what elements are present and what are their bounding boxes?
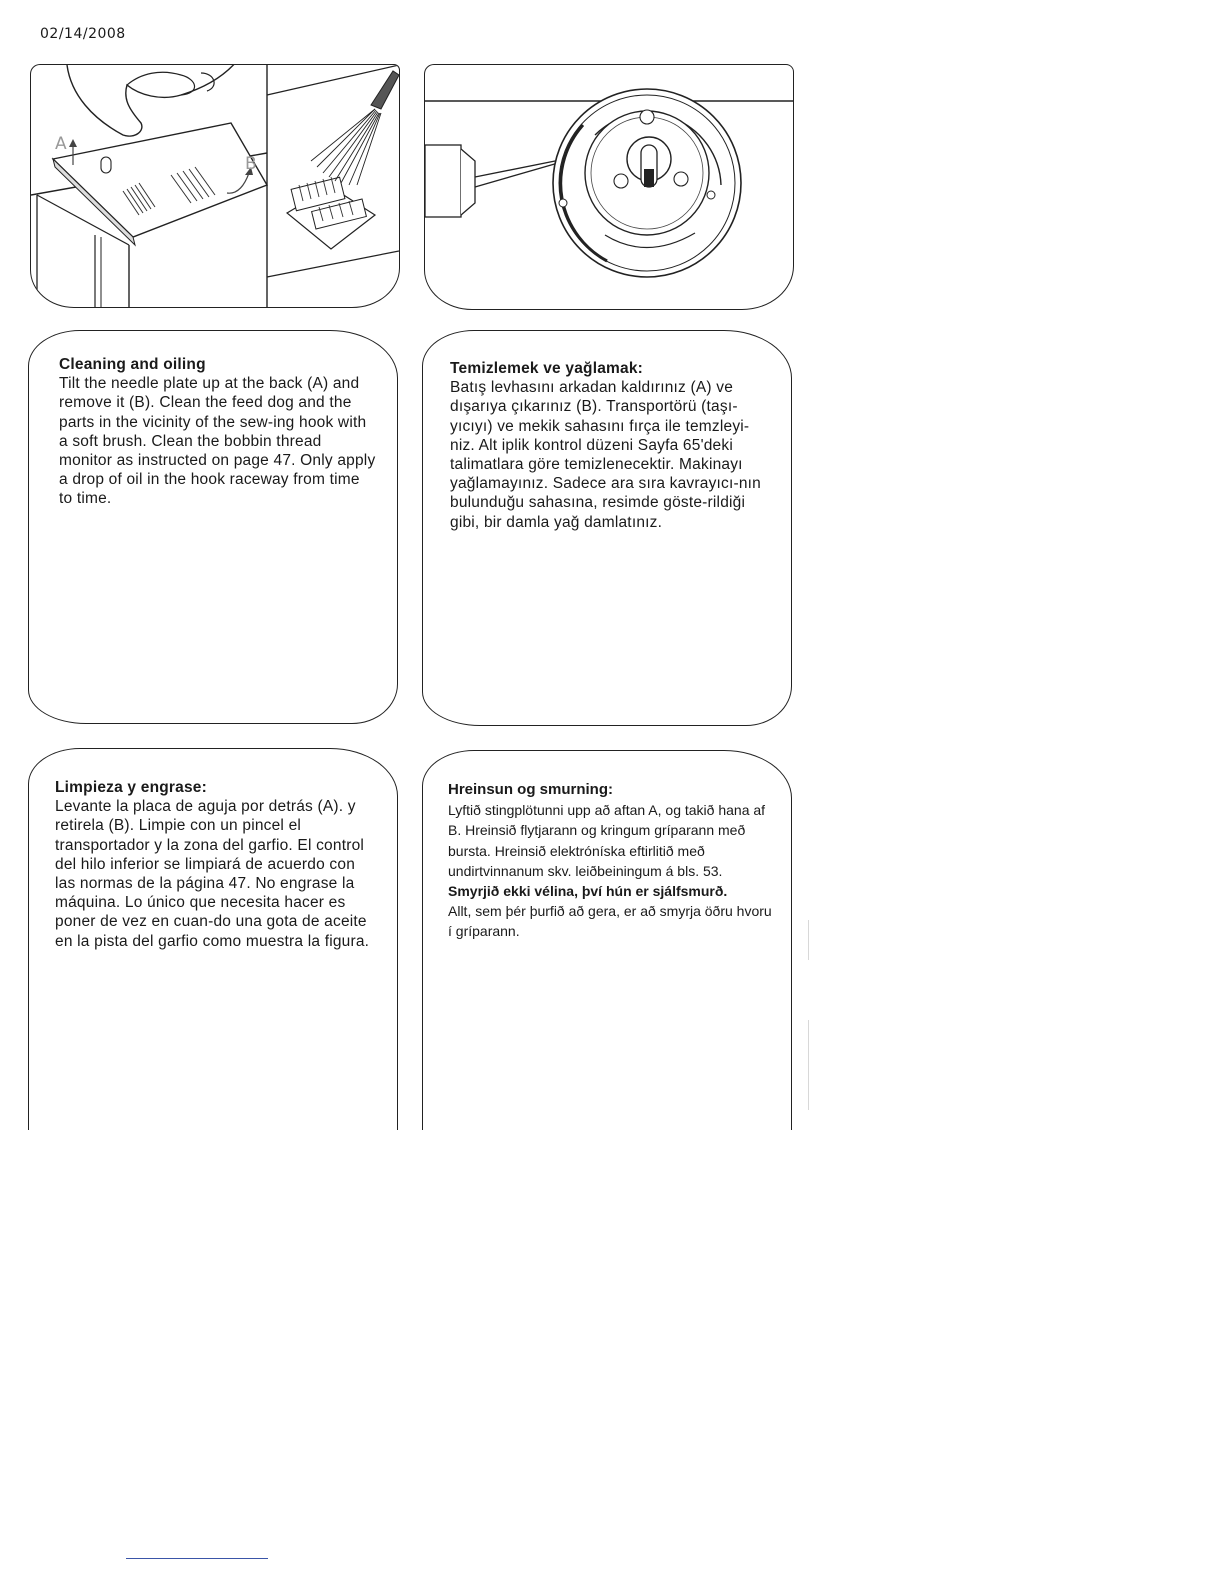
heading-english: Cleaning and oiling [59,356,206,373]
body-english: Tilt the needle plate up at the back (A) and remove it (B). Clean the feed dog and the parts in the vicinity of the sew-ing hook with a soft brush. Clean the bobbin thread monitor as instructed on page 47. Only apply a drop of oil in the hook raceway from time to time. [59,375,376,508]
label-b: B [245,154,257,174]
body2-icelandic: Allt, sem þér þurfið að gera, er að smyrja öðru hvoru í gríparann. [448,903,772,940]
footer-rule [126,1558,268,1559]
warning-icelandic: Smyrjið ekki vélina, því hún er sjálfsmurð. [448,883,728,900]
illustration-hook-oiling [424,64,794,310]
heading-icelandic: Hreinsun og smurning: [448,781,613,798]
illustration-needle-plate [30,64,400,308]
body-spanish: Levante la placa de aguja por detrás (A). y retirela (B). Limpie con un pincel el transportador y la zona del garfio. El control del hilo inferior se limpiará de acuerdo con las normas de la página 47. No engrase la máquina. Lo único que necesita hacer es poner de vez en cuan-do una gota de aceite en la pista del garfio como muestra la figura. [55,798,370,950]
scan-artifact [808,1020,809,1110]
body-icelandic: Lyftið stingplötunni upp að aftan A, og takið hana af B. Hreinsið flytjarann og kringum gríparann með bursta. Hreinsið elektróníska eftirlitið með undirtvinnanum skv. leiðbeiningum á bls. 53. [448,802,766,879]
label-a: A [55,134,67,154]
body-turkish: Batış levhasını arkadan kaldırınız (A) ve dışarıya çıkarınız (B). Transportörü (taşı-yıcıyı) ve mekik sahasını fırça ile temzleyi-niz. Alt iplik kontrol düzeni Sayfa 65'deki talimatlara göre temizlenecektir. Makinayı yağlamayınız. Sadece ara sıra kavrayıcı-nın bulunduğu sahasına, resimde göste-rildiği gibi, bir damla yağ damlatınız. [450,379,761,531]
section-english [59,355,377,509]
section-spanish [55,778,379,951]
heading-turkish: Temizlemek ve yağlamak: [450,360,643,377]
needle-plate-drawing [31,65,399,307]
section-turkish [450,359,772,532]
heading-spanish: Limpieza y engrase: [55,779,207,796]
document-date: 02/14/2008 [40,26,126,42]
scan-artifact [808,920,809,960]
section-icelandic [448,780,774,942]
hook-oiling-drawing [425,65,793,309]
